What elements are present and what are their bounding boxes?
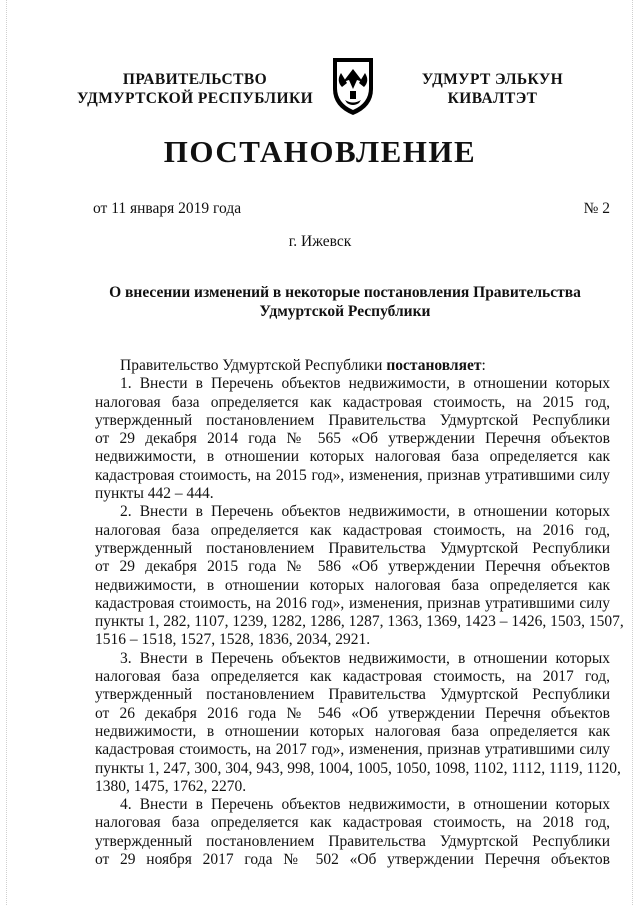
document-date: от 11 января 2019 года	[93, 200, 242, 217]
body-line: недвижимости, в отношении которых налоговая база определяется как	[95, 722, 610, 740]
body-line: налоговая база определяется как кадастровая стоимость, на 2018 год,	[95, 814, 610, 832]
document-city: г. Ижевск	[288, 233, 352, 250]
body-line: 1380, 1475, 1762, 2270.	[95, 777, 247, 795]
body-line: от 29 ноября 2017 года № 502 «Об утверждении Перечня объектов	[95, 851, 610, 869]
issuer-udmurt-line-2: КИВАЛТЭТ	[447, 90, 538, 107]
body-line: пункты 1, 247, 300, 304, 943, 998, 1004, 1005, 1050, 1098, 1102, 1112, 1119, 1120,	[95, 759, 621, 777]
body-line: утвержденный постановлением Правительства Удмуртской Республики	[95, 539, 610, 557]
body-line: недвижимости, в отношении которых налоговая база определяется как	[95, 448, 610, 466]
issuer-udmurt-line-1: УДМУРТ ЭЛЬКУН	[421, 71, 564, 88]
body-line: кадастровая стоимость, на 2017 год», изменения, признав утратившими силу	[95, 741, 610, 759]
body-line: 3. Внести в Перечень объектов недвижимости, в отношении которых	[120, 649, 610, 667]
body-line: от 29 декабря 2014 года № 565 «Об утверждении Перечня объектов	[95, 430, 610, 448]
body-line: 1. Внести в Перечень объектов недвижимости, в отношении которых	[120, 375, 610, 393]
body-line: пункты 442 – 444.	[95, 485, 214, 503]
body-line: кадастровая стоимость, на 2015 год», изменения, признав утратившими силу	[95, 466, 610, 484]
body-line: налоговая база определяется как кадастровая стоимость, на 2017 год,	[95, 668, 610, 686]
body-line: недвижимости, в отношении которых налоговая база определяется как	[95, 576, 610, 594]
issuer-name-udmurt	[405, 70, 580, 108]
issuer-line-2: УДМУРТСКОЙ РЕСПУБЛИКИ	[76, 90, 314, 107]
document-type-title: ПОСТАНОВЛЕНИЕ	[163, 134, 477, 169]
body-line: пункты 1, 282, 1107, 1239, 1282, 1286, 1287, 1363, 1369, 1423 – 1426, 1503, 1507,	[95, 613, 624, 631]
coat-of-arms-icon	[329, 55, 377, 117]
document-body	[95, 357, 624, 869]
body-line: кадастровая стоимость, на 2016 год», изменения, признав утратившими силу	[95, 594, 610, 612]
intro-colon: :	[481, 357, 486, 374]
document-number: № 2	[583, 200, 610, 217]
body-line: утвержденный постановлением Правительства Удмуртской Республики	[95, 411, 610, 429]
issuer-line-1: ПРАВИТЕЛЬСТВО	[122, 71, 268, 88]
subject-line-1: О внесении изменений в некоторые постановления Правительства	[109, 284, 581, 301]
body-line: утвержденный постановлением Правительства Удмуртской Республики	[95, 686, 610, 704]
document-subject	[95, 283, 595, 321]
body-line: утвержденный постановлением Правительства Удмуртской Республики	[95, 832, 610, 850]
body-line: налоговая база определяется как кадастровая стоимость, на 2015 год,	[95, 393, 610, 411]
intro-verb: постановляет	[386, 357, 482, 374]
body-line: от 29 декабря 2015 года № 586 «Об утверждении Перечня объектов	[95, 558, 610, 576]
body-line: налоговая база определяется как кадастровая стоимость, на 2016 год,	[95, 521, 610, 539]
body-line: 1516 – 1518, 1527, 1528, 1836, 2034, 2921.	[95, 631, 371, 649]
body-line: 2. Внести в Перечень объектов недвижимости, в отношении которых	[120, 503, 610, 521]
body-intro	[95, 357, 610, 375]
body-line: от 26 декабря 2016 года № 546 «Об утверждении Перечня объектов	[95, 704, 610, 722]
intro-text: Правительство Удмуртской Республики	[120, 357, 383, 374]
subject-line-2: Удмуртской Республики	[259, 303, 431, 320]
body-line: 4. Внести в Перечень объектов недвижимости, в отношении которых	[120, 796, 610, 814]
issuer-name-russian	[70, 70, 320, 108]
